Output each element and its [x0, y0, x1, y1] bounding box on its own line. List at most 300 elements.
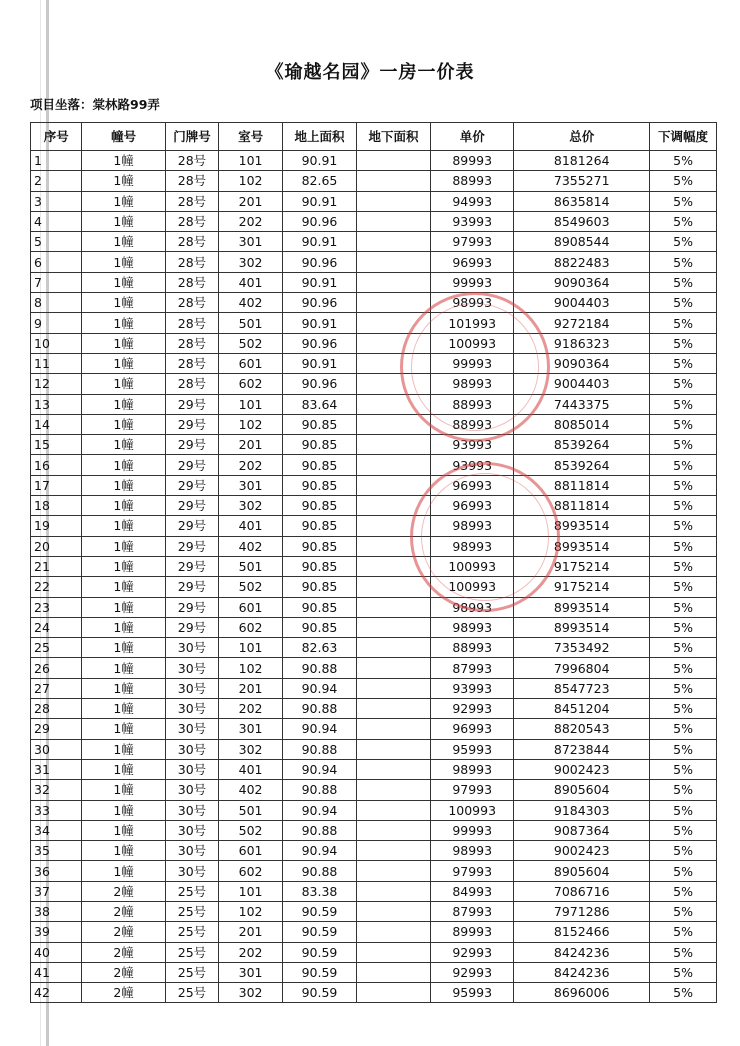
cell-door-number: 28号 [165, 374, 218, 394]
cell-door-number: 30号 [165, 820, 218, 840]
cell-above-area: 90.88 [282, 699, 356, 719]
cell-building: 1幢 [82, 536, 165, 556]
cell-above-area: 90.91 [282, 353, 356, 373]
cell-discount: 5% [650, 252, 717, 272]
cell-seq: 31 [31, 759, 82, 779]
cell-discount: 5% [650, 313, 717, 333]
cell-room: 501 [219, 800, 283, 820]
cell-above-area: 90.85 [282, 556, 356, 576]
cell-above-area: 90.91 [282, 232, 356, 252]
table-row [31, 962, 717, 982]
cell-total-price: 7353492 [514, 638, 650, 658]
cell-discount: 5% [650, 516, 717, 536]
cell-under-area [357, 901, 431, 921]
table-row [31, 272, 717, 292]
cell-above-area: 90.94 [282, 800, 356, 820]
table-row [31, 516, 717, 536]
cell-room: 401 [219, 516, 283, 536]
table-row [31, 759, 717, 779]
cell-room: 301 [219, 475, 283, 495]
cell-total-price: 8905604 [514, 861, 650, 881]
cell-total-price: 9004403 [514, 293, 650, 313]
cell-seq: 26 [31, 658, 82, 678]
cell-building: 1幢 [82, 516, 165, 536]
cell-under-area [357, 414, 431, 434]
table-row [31, 901, 717, 921]
cell-room: 402 [219, 536, 283, 556]
cell-discount: 5% [650, 272, 717, 292]
cell-door-number: 25号 [165, 962, 218, 982]
cell-room: 301 [219, 962, 283, 982]
cell-building: 1幢 [82, 151, 165, 171]
cell-building: 1幢 [82, 739, 165, 759]
cell-building: 1幢 [82, 719, 165, 739]
cell-above-area: 90.59 [282, 901, 356, 921]
table-row [31, 820, 717, 840]
cell-building: 1幢 [82, 191, 165, 211]
cell-under-area [357, 232, 431, 252]
cell-door-number: 25号 [165, 983, 218, 1003]
cell-seq: 29 [31, 719, 82, 739]
header-under-area: 地下面积 [357, 123, 431, 151]
cell-above-area: 90.85 [282, 516, 356, 536]
cell-above-area: 90.59 [282, 922, 356, 942]
cell-unit-price: 97993 [431, 232, 514, 252]
cell-building: 1幢 [82, 759, 165, 779]
cell-room: 601 [219, 597, 283, 617]
cell-room: 601 [219, 353, 283, 373]
cell-total-price: 9004403 [514, 374, 650, 394]
cell-unit-price: 98993 [431, 536, 514, 556]
page-title: 《瑜越名园》一房一价表 [265, 62, 475, 83]
cell-room: 401 [219, 272, 283, 292]
cell-building: 2幢 [82, 942, 165, 962]
cell-under-area [357, 455, 431, 475]
cell-door-number: 25号 [165, 922, 218, 942]
cell-discount: 5% [650, 678, 717, 698]
cell-room: 601 [219, 841, 283, 861]
cell-under-area [357, 516, 431, 536]
cell-building: 1幢 [82, 414, 165, 434]
cell-discount: 5% [650, 759, 717, 779]
cell-seq: 3 [31, 191, 82, 211]
cell-discount: 5% [650, 780, 717, 800]
cell-room: 201 [219, 191, 283, 211]
cell-total-price: 8696006 [514, 983, 650, 1003]
cell-discount: 5% [650, 820, 717, 840]
cell-above-area: 90.59 [282, 983, 356, 1003]
cell-door-number: 28号 [165, 333, 218, 353]
cell-unit-price: 98993 [431, 841, 514, 861]
table-row [31, 211, 717, 231]
cell-under-area [357, 293, 431, 313]
cell-unit-price: 99993 [431, 820, 514, 840]
cell-discount: 5% [650, 374, 717, 394]
cell-discount: 5% [650, 475, 717, 495]
cell-building: 1幢 [82, 435, 165, 455]
table-row [31, 597, 717, 617]
cell-under-area [357, 841, 431, 861]
table-row [31, 394, 717, 414]
table-row [31, 658, 717, 678]
cell-building: 1幢 [82, 394, 165, 414]
cell-under-area [357, 739, 431, 759]
cell-room: 101 [219, 638, 283, 658]
cell-discount: 5% [650, 293, 717, 313]
cell-door-number: 30号 [165, 759, 218, 779]
cell-discount: 5% [650, 861, 717, 881]
cell-seq: 32 [31, 780, 82, 800]
table-row [31, 232, 717, 252]
cell-door-number: 28号 [165, 232, 218, 252]
cell-above-area: 90.94 [282, 841, 356, 861]
cell-discount: 5% [650, 333, 717, 353]
cell-above-area: 90.91 [282, 151, 356, 171]
cell-seq: 6 [31, 252, 82, 272]
cell-above-area: 90.96 [282, 252, 356, 272]
table-row [31, 983, 717, 1003]
cell-total-price: 8424236 [514, 962, 650, 982]
cell-room: 101 [219, 881, 283, 901]
table-row [31, 577, 717, 597]
cell-unit-price: 100993 [431, 800, 514, 820]
cell-total-price: 8152466 [514, 922, 650, 942]
cell-door-number: 29号 [165, 475, 218, 495]
cell-above-area: 90.88 [282, 861, 356, 881]
cell-unit-price: 92993 [431, 962, 514, 982]
table-row [31, 252, 717, 272]
cell-building: 1幢 [82, 272, 165, 292]
cell-discount: 5% [650, 617, 717, 637]
cell-room: 301 [219, 719, 283, 739]
cell-seq: 38 [31, 901, 82, 921]
cell-above-area: 90.96 [282, 293, 356, 313]
cell-above-area: 90.94 [282, 719, 356, 739]
header-above-area: 地上面积 [282, 123, 356, 151]
header-room: 室号 [219, 123, 283, 151]
cell-total-price: 8635814 [514, 191, 650, 211]
cell-unit-price: 88993 [431, 638, 514, 658]
cell-above-area: 90.91 [282, 313, 356, 333]
cell-room: 302 [219, 739, 283, 759]
cell-room: 602 [219, 861, 283, 881]
cell-above-area: 83.38 [282, 881, 356, 901]
cell-room: 101 [219, 151, 283, 171]
cell-seq: 25 [31, 638, 82, 658]
cell-seq: 19 [31, 516, 82, 536]
cell-room: 302 [219, 252, 283, 272]
cell-under-area [357, 638, 431, 658]
header-unit-price: 单价 [431, 123, 514, 151]
cell-door-number: 28号 [165, 313, 218, 333]
cell-discount: 5% [650, 556, 717, 576]
cell-discount: 5% [650, 171, 717, 191]
cell-room: 501 [219, 556, 283, 576]
cell-above-area: 90.85 [282, 435, 356, 455]
cell-under-area [357, 151, 431, 171]
cell-under-area [357, 171, 431, 191]
cell-building: 1幢 [82, 780, 165, 800]
table-row [31, 191, 717, 211]
cell-discount: 5% [650, 739, 717, 759]
table-row [31, 313, 717, 333]
cell-total-price: 9175214 [514, 577, 650, 597]
cell-above-area: 90.94 [282, 678, 356, 698]
cell-room: 301 [219, 232, 283, 252]
table-row [31, 455, 717, 475]
cell-total-price: 7355271 [514, 171, 650, 191]
cell-above-area: 90.96 [282, 333, 356, 353]
table-row [31, 374, 717, 394]
cell-seq: 18 [31, 496, 82, 516]
cell-unit-price: 88993 [431, 394, 514, 414]
cell-seq: 37 [31, 881, 82, 901]
cell-unit-price: 97993 [431, 861, 514, 881]
cell-building: 1幢 [82, 678, 165, 698]
cell-building: 1幢 [82, 638, 165, 658]
cell-discount: 5% [650, 699, 717, 719]
cell-above-area: 90.88 [282, 820, 356, 840]
cell-unit-price: 93993 [431, 678, 514, 698]
cell-room: 502 [219, 333, 283, 353]
cell-room: 201 [219, 678, 283, 698]
cell-unit-price: 96993 [431, 475, 514, 495]
cell-seq: 27 [31, 678, 82, 698]
table-row [31, 922, 717, 942]
cell-total-price: 9186323 [514, 333, 650, 353]
cell-under-area [357, 374, 431, 394]
cell-above-area: 90.85 [282, 496, 356, 516]
cell-door-number: 29号 [165, 516, 218, 536]
cell-under-area [357, 191, 431, 211]
cell-under-area [357, 435, 431, 455]
table-row [31, 861, 717, 881]
cell-above-area: 90.59 [282, 962, 356, 982]
cell-door-number: 29号 [165, 556, 218, 576]
cell-under-area [357, 962, 431, 982]
cell-seq: 15 [31, 435, 82, 455]
cell-total-price: 8811814 [514, 475, 650, 495]
cell-discount: 5% [650, 353, 717, 373]
cell-unit-price: 100993 [431, 577, 514, 597]
cell-building: 1幢 [82, 211, 165, 231]
cell-building: 1幢 [82, 597, 165, 617]
table-row [31, 435, 717, 455]
cell-total-price: 8908544 [514, 232, 650, 252]
header-building: 幢号 [82, 123, 165, 151]
cell-building: 1幢 [82, 252, 165, 272]
cell-discount: 5% [650, 800, 717, 820]
cell-under-area [357, 780, 431, 800]
cell-above-area: 90.59 [282, 942, 356, 962]
table-row [31, 719, 717, 739]
cell-door-number: 28号 [165, 171, 218, 191]
cell-seq: 13 [31, 394, 82, 414]
cell-under-area [357, 699, 431, 719]
cell-room: 102 [219, 901, 283, 921]
cell-door-number: 29号 [165, 414, 218, 434]
cell-total-price: 9184303 [514, 800, 650, 820]
table-row [31, 699, 717, 719]
price-table [30, 122, 717, 1003]
table-header-row [31, 123, 717, 151]
cell-building: 1幢 [82, 556, 165, 576]
cell-room: 102 [219, 171, 283, 191]
cell-room: 501 [219, 313, 283, 333]
cell-discount: 5% [650, 232, 717, 252]
cell-door-number: 28号 [165, 252, 218, 272]
cell-discount: 5% [650, 962, 717, 982]
cell-building: 1幢 [82, 313, 165, 333]
cell-room: 101 [219, 394, 283, 414]
header-door-number: 门牌号 [165, 123, 218, 151]
cell-above-area: 90.85 [282, 617, 356, 637]
cell-building: 1幢 [82, 658, 165, 678]
cell-under-area [357, 678, 431, 698]
cell-door-number: 30号 [165, 841, 218, 861]
cell-seq: 9 [31, 313, 82, 333]
table-row [31, 556, 717, 576]
cell-under-area [357, 861, 431, 881]
cell-total-price: 9272184 [514, 313, 650, 333]
project-location: 项目坐落：棠林路99弄 [30, 97, 160, 112]
cell-total-price: 8993514 [514, 516, 650, 536]
cell-seq: 28 [31, 699, 82, 719]
cell-door-number: 25号 [165, 942, 218, 962]
cell-unit-price: 92993 [431, 942, 514, 962]
cell-unit-price: 100993 [431, 556, 514, 576]
cell-seq: 21 [31, 556, 82, 576]
cell-seq: 7 [31, 272, 82, 292]
cell-seq: 20 [31, 536, 82, 556]
cell-building: 1幢 [82, 800, 165, 820]
cell-discount: 5% [650, 536, 717, 556]
table-row [31, 638, 717, 658]
cell-total-price: 8993514 [514, 617, 650, 637]
cell-door-number: 30号 [165, 658, 218, 678]
cell-door-number: 30号 [165, 800, 218, 820]
cell-unit-price: 87993 [431, 901, 514, 921]
cell-above-area: 90.88 [282, 739, 356, 759]
cell-discount: 5% [650, 211, 717, 231]
cell-room: 202 [219, 455, 283, 475]
cell-discount: 5% [650, 455, 717, 475]
cell-unit-price: 93993 [431, 455, 514, 475]
cell-total-price: 9090364 [514, 353, 650, 373]
cell-above-area: 90.91 [282, 272, 356, 292]
cell-room: 102 [219, 414, 283, 434]
header-discount: 下调幅度 [650, 123, 717, 151]
cell-unit-price: 93993 [431, 211, 514, 231]
cell-above-area: 90.85 [282, 577, 356, 597]
table-row [31, 414, 717, 434]
cell-under-area [357, 658, 431, 678]
table-row [31, 333, 717, 353]
cell-door-number: 30号 [165, 739, 218, 759]
cell-unit-price: 100993 [431, 333, 514, 353]
cell-unit-price: 89993 [431, 922, 514, 942]
cell-under-area [357, 272, 431, 292]
cell-under-area [357, 617, 431, 637]
cell-building: 1幢 [82, 232, 165, 252]
cell-total-price: 9002423 [514, 841, 650, 861]
cell-building: 1幢 [82, 374, 165, 394]
cell-total-price: 8539264 [514, 435, 650, 455]
cell-under-area [357, 800, 431, 820]
cell-above-area: 90.85 [282, 455, 356, 475]
cell-discount: 5% [650, 983, 717, 1003]
header-seq: 序号 [31, 123, 82, 151]
cell-total-price: 8723844 [514, 739, 650, 759]
cell-under-area [357, 577, 431, 597]
cell-discount: 5% [650, 719, 717, 739]
cell-seq: 17 [31, 475, 82, 495]
cell-door-number: 30号 [165, 638, 218, 658]
cell-seq: 2 [31, 171, 82, 191]
cell-building: 2幢 [82, 922, 165, 942]
cell-seq: 22 [31, 577, 82, 597]
cell-building: 1幢 [82, 496, 165, 516]
cell-seq: 1 [31, 151, 82, 171]
cell-door-number: 28号 [165, 293, 218, 313]
cell-seq: 36 [31, 861, 82, 881]
cell-under-area [357, 333, 431, 353]
cell-above-area: 90.91 [282, 191, 356, 211]
cell-under-area [357, 942, 431, 962]
cell-door-number: 30号 [165, 699, 218, 719]
table-row [31, 475, 717, 495]
cell-total-price: 8993514 [514, 536, 650, 556]
cell-above-area: 82.63 [282, 638, 356, 658]
cell-discount: 5% [650, 597, 717, 617]
cell-total-price: 8539264 [514, 455, 650, 475]
cell-total-price: 9175214 [514, 556, 650, 576]
cell-under-area [357, 597, 431, 617]
cell-total-price: 8181264 [514, 151, 650, 171]
table-row [31, 739, 717, 759]
cell-unit-price: 98993 [431, 617, 514, 637]
cell-building: 1幢 [82, 455, 165, 475]
cell-seq: 4 [31, 211, 82, 231]
cell-building: 1幢 [82, 353, 165, 373]
cell-discount: 5% [650, 901, 717, 921]
cell-seq: 12 [31, 374, 82, 394]
table-row [31, 151, 717, 171]
cell-total-price: 7996804 [514, 658, 650, 678]
cell-seq: 40 [31, 942, 82, 962]
cell-total-price: 8451204 [514, 699, 650, 719]
cell-building: 2幢 [82, 962, 165, 982]
cell-under-area [357, 211, 431, 231]
cell-seq: 41 [31, 962, 82, 982]
cell-seq: 42 [31, 983, 82, 1003]
cell-seq: 30 [31, 739, 82, 759]
cell-unit-price: 98993 [431, 374, 514, 394]
cell-above-area: 90.96 [282, 374, 356, 394]
cell-unit-price: 88993 [431, 171, 514, 191]
cell-door-number: 29号 [165, 394, 218, 414]
cell-total-price: 8085014 [514, 414, 650, 434]
cell-under-area [357, 536, 431, 556]
cell-building: 1幢 [82, 171, 165, 191]
cell-room: 401 [219, 759, 283, 779]
cell-discount: 5% [650, 414, 717, 434]
cell-total-price: 9002423 [514, 759, 650, 779]
cell-total-price: 7971286 [514, 901, 650, 921]
cell-total-price: 9087364 [514, 820, 650, 840]
cell-under-area [357, 759, 431, 779]
cell-under-area [357, 394, 431, 414]
